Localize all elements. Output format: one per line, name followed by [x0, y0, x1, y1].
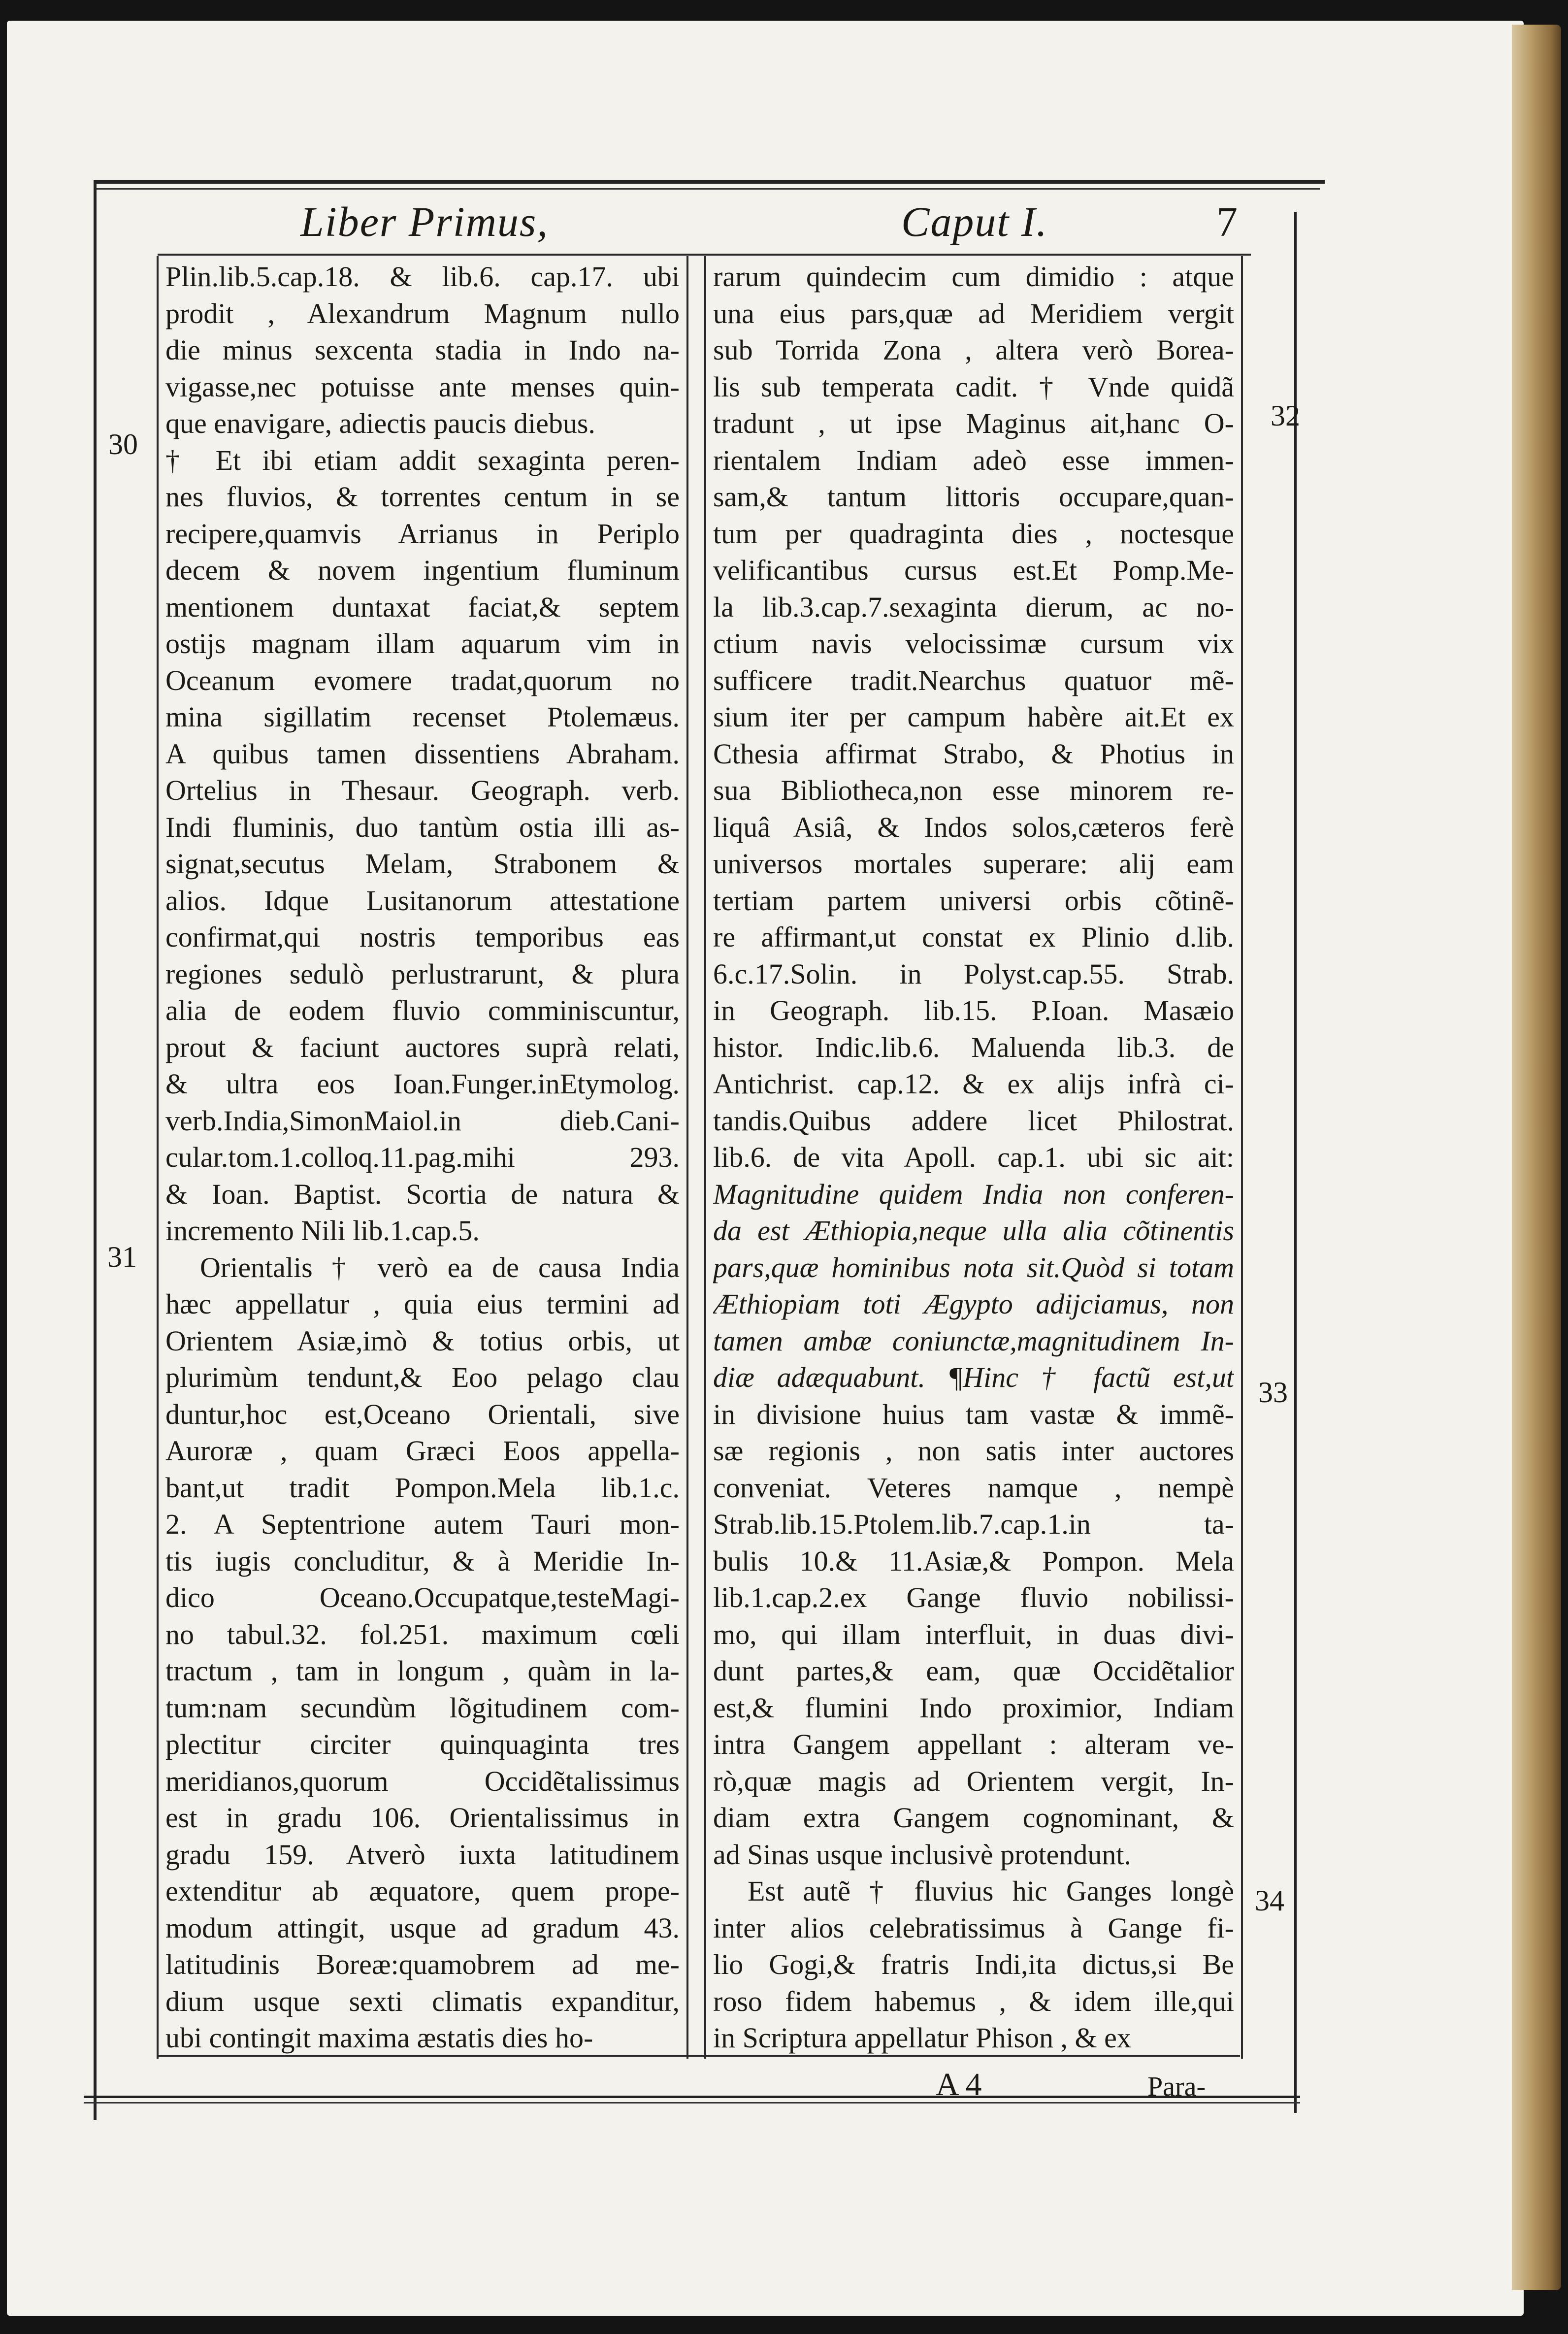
text-line: incremento Nili lib.1.cap.5. — [165, 1215, 480, 1247]
text-line: Antichrist. cap.12. & ex alijs infrà ci- — [713, 1068, 1234, 1100]
text-line: sub Torrida Zona , altera verò Borea- — [713, 334, 1234, 366]
text-line: prodit , Alexandrum Magnum nullo — [165, 297, 680, 329]
text-line: Auroræ , quam Græci Eoos appella- — [165, 1435, 680, 1467]
text-line: Strab.lib.15.Ptolem.lib.7.cap.1.in ta- — [713, 1508, 1234, 1540]
text-line: re affirmant,ut constat ex Plinio d.lib. — [713, 921, 1234, 953]
text-line: plectitur circiter quinquaginta tres — [165, 1728, 680, 1760]
text-line: extenditur ab æquatore, quem prope- — [165, 1875, 680, 1907]
text-line: mo, qui illam interfluit, in duas divi- — [713, 1618, 1234, 1650]
text-line: mina sigillatim recenset Ptolemæus. — [165, 701, 680, 733]
text-line: rientalem Indiam adeò esse immen- — [713, 444, 1234, 476]
text-line: liquâ Asiâ, & Indos solos,cæteros ferè — [713, 811, 1234, 843]
text-line: inter alios celebratissimus à Gange fi- — [713, 1911, 1234, 1944]
text-line: Oceanum evomere tradat,quorum no — [165, 664, 680, 696]
text-line: pars,quæ hominibus nota sit.Quòd si totam — [713, 1251, 1234, 1283]
right-column-text — [713, 259, 1234, 2057]
text-line: nes fluvios, & torrentes centum in se — [165, 481, 680, 513]
text-line: dunt partes,& eam, quæ Occidẽtalior — [713, 1655, 1234, 1687]
text-line: & Ioan. Baptist. Scortia de natura & — [165, 1178, 680, 1210]
head-rule — [158, 254, 1251, 256]
text-line: no tabul.32. fol.251. maximum cœli — [165, 1618, 680, 1650]
text-line: rò,quæ magis ad Orientem vergit, In- — [713, 1765, 1234, 1797]
text-line: da est Æthiopia,neque ulla alia cõtinentis — [713, 1215, 1234, 1247]
text-line: alia de eodem fluvio comminiscuntur, — [165, 994, 680, 1026]
text-line: Æthiopiam toti Ægypto adijciamus, non — [713, 1288, 1234, 1320]
text-line: confirmat,qui nostris temporibus eas — [165, 921, 680, 953]
left-column-text — [165, 259, 680, 2057]
text-line: tamen ambæ coniunctæ,magnitudinem In- — [713, 1324, 1234, 1357]
text-line: duntur,hoc est,Oceano Orientali, sive — [165, 1398, 680, 1430]
text-line: sua Bibliotheca,non esse minorem re- — [713, 774, 1234, 806]
text-line: que enavigare, adiectis paucis diebus. — [165, 407, 595, 439]
text-line: diæ adæquabunt. ¶Hinc † factũ est,ut — [713, 1361, 1234, 1393]
text-line: intra Gangem appellant : alteram ve- — [713, 1728, 1234, 1760]
text-line: recipere,quamvis Arrianus in Periplo — [165, 517, 680, 550]
text-line: la lib.3.cap.7.sexaginta dierum, ac no- — [713, 591, 1234, 623]
frame-right-rule — [1294, 212, 1297, 2113]
text-line: verb.India,SimonMaiol.in dieb.Cani- — [165, 1104, 680, 1137]
text-line: tractum , tam in longum , quàm in la- — [165, 1655, 680, 1687]
text-line: Orientem Asiæ,imò & totius orbis, ut — [165, 1324, 680, 1357]
frame-left-rule — [94, 180, 97, 2120]
text-line: latitudinis Boreæ:quamobrem ad me- — [165, 1948, 680, 1980]
text-line: A quibus tamen dissentiens Abraham. — [165, 737, 680, 770]
text-line: sium iter per campum habère ait.Et ex — [713, 701, 1234, 733]
text-line: ad Sinas usque inclusivè protendunt. — [713, 1838, 1131, 1871]
text-line: 6.c.17.Solin. in Polyst.cap.55. Strab. — [713, 957, 1234, 990]
left-column — [157, 256, 688, 2059]
margin-number: 34 — [1255, 1884, 1284, 1917]
text-line: conveniat. Veteres namque , nempè — [713, 1471, 1234, 1504]
text-line: sufficere tradit.Nearchus quatuor mẽ- — [713, 664, 1234, 696]
text-line: tandis.Quibus addere licet Philostrat. — [713, 1104, 1234, 1137]
frame-bottom-rule — [84, 2096, 1300, 2098]
text-line: bant,ut tradit Pompon.Mela lib.1.c. — [165, 1471, 680, 1504]
text-line: sæ regionis , non satis inter auctores — [713, 1435, 1234, 1467]
text-line: hæc appellatur , quia eius termini ad — [165, 1288, 680, 1320]
page-number: 7 — [1216, 198, 1239, 245]
text-line: roso fidem habemus , & idem ille,qui — [713, 1985, 1234, 2017]
text-line: dico Oceano.Occupatque,testeMagi- — [165, 1581, 680, 1613]
columns-bottom-rule — [157, 2055, 1240, 2057]
text-line: tis iugis concluditur, & à Meridie In- — [165, 1545, 680, 1577]
text-line: ctium navis velocissimæ cursum vix — [713, 627, 1234, 659]
text-line: Indi fluminis, duo tantùm ostia illi as- — [165, 811, 680, 843]
text-line: decem & novem ingentium fluminum — [165, 554, 680, 586]
text-line: alios. Idque Lusitanorum attestatione — [165, 884, 680, 917]
running-head-right: Caput I. — [901, 198, 1048, 245]
text-line: rarum quindecim cum dimidio : atque — [713, 261, 1234, 293]
text-line: tum per quadraginta dies , noctesque — [713, 517, 1234, 550]
margin-number: 31 — [107, 1241, 137, 1273]
text-line: universos mortales superare: alij eam — [713, 848, 1234, 880]
text-line: Plin.lib.5.cap.18. & lib.6. cap.17. ubi — [165, 261, 680, 293]
text-line: Ortelius in Thesaur. Geograph. verb. — [165, 774, 680, 806]
text-line: signat,secutus Melam, Strabonem & — [165, 848, 680, 880]
text-line: meridianos,quorum Occidẽtalissimus — [165, 1765, 680, 1797]
text-line: Est autẽ † fluvius hic Ganges longè — [748, 1875, 1234, 1907]
book-edge — [1512, 25, 1561, 2290]
text-line: sam,& tantum littoris occupare,quan- — [713, 481, 1234, 513]
text-line: velificantibus cursus est.Et Pomp.Me- — [713, 554, 1234, 586]
text-line: lib.1.cap.2.ex Gange fluvio nobilissi- — [713, 1581, 1234, 1613]
frame-top-rule-inner — [94, 188, 1320, 190]
text-line: Orientalis † verò ea de causa India — [200, 1251, 680, 1283]
text-line: vigasse,nec potuisse ante menses quin- — [165, 370, 680, 403]
text-line: Cthesia affirmat Strabo, & Photius in — [713, 737, 1234, 770]
text-line: ubi contingit maxima æstatis dies ho- — [165, 2022, 593, 2054]
text-line: plurimùm tendunt,& Eoo pelago clau — [165, 1361, 680, 1393]
text-line: modum attingit, usque ad gradum 43. — [165, 1911, 680, 1944]
text-line: in Scriptura appellatur Phison , & ex — [713, 2022, 1131, 2054]
text-line: Magnitudine quidem India non conferen- — [713, 1178, 1234, 1210]
text-line: in divisione huius tam vastæ & immẽ- — [713, 1398, 1234, 1430]
running-head-left: Liber Primus, — [300, 198, 549, 245]
text-line: est,& flumini Indo proximior, Indiam — [713, 1691, 1234, 1724]
margin-number: 32 — [1271, 399, 1300, 432]
text-line: est in gradu 106. Orientalissimus in — [165, 1802, 680, 1834]
text-line: regiones sedulò perlustrarunt, & plura — [165, 957, 680, 990]
text-line: cular.tom.1.colloq.11.pag.mihi 293. — [165, 1141, 680, 1173]
text-line: dium usque sexti climatis expanditur, — [165, 1985, 680, 2017]
frame-top-rule — [94, 180, 1325, 184]
text-line: 2. A Septentrione autem Tauri mon- — [165, 1508, 680, 1540]
text-line: tum:nam secundùm lõgitudinem com- — [165, 1691, 680, 1724]
text-line: tradunt , ut ipse Maginus ait,hanc O- — [713, 407, 1234, 439]
text-line: prout & faciunt auctores suprà relati, — [165, 1031, 680, 1063]
margin-number: 30 — [108, 428, 138, 460]
text-line: diam extra Gangem cognominant, & — [713, 1802, 1234, 1834]
text-line: in Geograph. lib.15. P.Ioan. Masæio — [713, 994, 1234, 1026]
text-line: mentionem duntaxat faciat,& septem — [165, 591, 680, 623]
text-line: gradu 159. Atverò iuxta latitudinem — [165, 1838, 680, 1871]
text-line: histor. Indic.lib.6. Maluenda lib.3. de — [713, 1031, 1234, 1063]
text-line: ostijs magnam illam aquarum vim in — [165, 627, 680, 659]
text-line: lis sub temperata cadit. † Vnde quidã — [713, 370, 1234, 403]
frame-bottom-rule-inner — [84, 2102, 1300, 2104]
right-column — [704, 256, 1243, 2059]
catchword: Para- — [1147, 2071, 1206, 2102]
text-line: lio Gogi,& fratris Indi,ita dictus,si Be — [713, 1948, 1234, 1980]
text-line: lib.6. de vita Apoll. cap.1. ubi sic ait: — [713, 1141, 1234, 1173]
text-line: † Et ibi etiam addit sexaginta peren- — [165, 444, 680, 476]
text-line: & ultra eos Ioan.Funger.inEtymolog. — [165, 1068, 680, 1100]
text-line: bulis 10.& 11.Asiæ,& Pompon. Mela — [713, 1545, 1234, 1577]
text-line: die minus sexcenta stadia in Indo na- — [165, 334, 680, 366]
margin-number: 33 — [1258, 1376, 1288, 1409]
text-line: una eius pars,quæ ad Meridiem vergit — [713, 297, 1234, 329]
signature-mark: A 4 — [936, 2067, 982, 2103]
text-line: tertiam partem universi orbis cõtinẽ- — [713, 884, 1234, 917]
